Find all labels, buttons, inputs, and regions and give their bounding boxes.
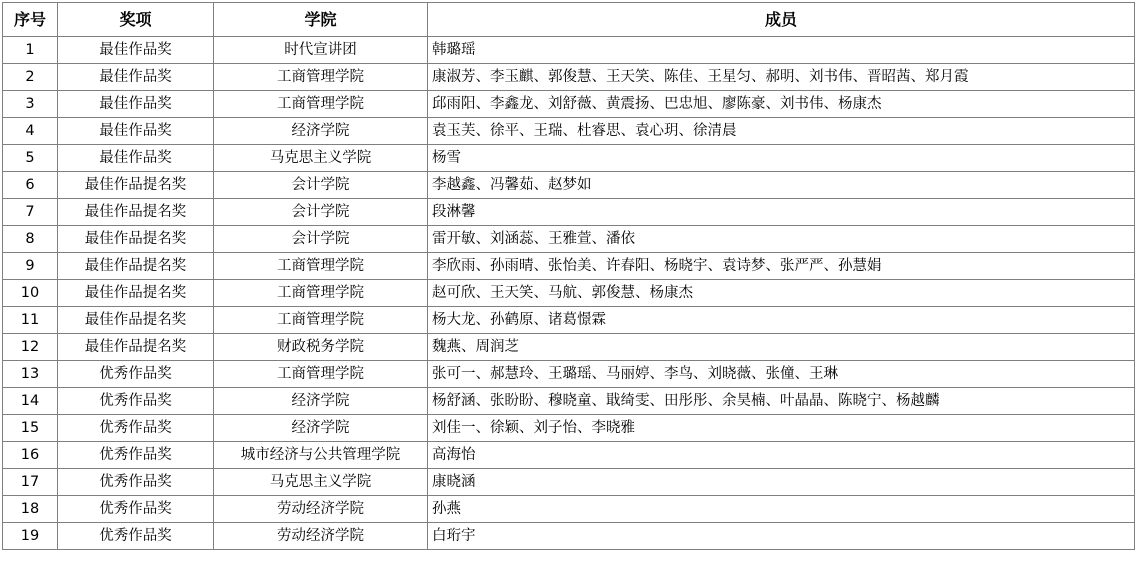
cell-award[interactable]: 最佳作品提名奖 bbox=[58, 199, 214, 226]
cell-school[interactable]: 劳动经济学院 bbox=[214, 523, 428, 550]
cell-no[interactable]: 10 bbox=[3, 280, 58, 307]
cell-no[interactable]: 1 bbox=[3, 37, 58, 64]
cell-members[interactable]: 魏燕、周润芝 bbox=[428, 334, 1135, 361]
header-school[interactable]: 学院 bbox=[214, 3, 428, 37]
cell-award[interactable]: 最佳作品提名奖 bbox=[58, 253, 214, 280]
cell-no[interactable]: 14 bbox=[3, 388, 58, 415]
cell-school[interactable]: 工商管理学院 bbox=[214, 253, 428, 280]
cell-school[interactable]: 会计学院 bbox=[214, 226, 428, 253]
table-row bbox=[3, 523, 1135, 550]
cell-members[interactable]: 邱雨阳、李鑫龙、刘舒薇、黄震扬、巴忠旭、廖陈豪、刘书伟、杨康杰 bbox=[428, 91, 1135, 118]
cell-no[interactable]: 13 bbox=[3, 361, 58, 388]
cell-members[interactable]: 白珩宇 bbox=[428, 523, 1135, 550]
header-members[interactable]: 成员 bbox=[428, 3, 1135, 37]
cell-school[interactable]: 马克思主义学院 bbox=[214, 469, 428, 496]
cell-award[interactable]: 优秀作品奖 bbox=[58, 523, 214, 550]
table-row bbox=[3, 280, 1135, 307]
cell-award[interactable]: 优秀作品奖 bbox=[58, 496, 214, 523]
table-body bbox=[3, 37, 1135, 550]
table-row bbox=[3, 64, 1135, 91]
cell-school[interactable]: 工商管理学院 bbox=[214, 64, 428, 91]
cell-award[interactable]: 优秀作品奖 bbox=[58, 388, 214, 415]
cell-no[interactable]: 19 bbox=[3, 523, 58, 550]
cell-no[interactable]: 2 bbox=[3, 64, 58, 91]
table-row bbox=[3, 307, 1135, 334]
header-no[interactable]: 序号 bbox=[3, 3, 58, 37]
cell-members[interactable]: 杨大龙、孙鹤原、诸葛憬霖 bbox=[428, 307, 1135, 334]
cell-award[interactable]: 最佳作品奖 bbox=[58, 37, 214, 64]
table-row bbox=[3, 145, 1135, 172]
cell-members[interactable]: 高海怡 bbox=[428, 442, 1135, 469]
cell-award[interactable]: 最佳作品奖 bbox=[58, 91, 214, 118]
table-row bbox=[3, 469, 1135, 496]
cell-no[interactable]: 4 bbox=[3, 118, 58, 145]
cell-school[interactable]: 马克思主义学院 bbox=[214, 145, 428, 172]
header-award[interactable]: 奖项 bbox=[58, 3, 214, 37]
cell-members[interactable]: 康淑芳、李玉麒、郭俊慧、王天笑、陈佳、王星匀、郝明、刘书伟、晋昭茜、郑月霞 bbox=[428, 64, 1135, 91]
cell-school[interactable]: 工商管理学院 bbox=[214, 280, 428, 307]
cell-no[interactable]: 6 bbox=[3, 172, 58, 199]
cell-school[interactable]: 城市经济与公共管理学院 bbox=[214, 442, 428, 469]
table-row bbox=[3, 37, 1135, 64]
cell-members[interactable]: 杨舒涵、张盼盼、穆晓童、戢绮雯、田彤彤、余昊楠、叶晶晶、陈晓宁、杨越麟 bbox=[428, 388, 1135, 415]
cell-members[interactable]: 袁玉芙、徐平、王瑞、杜睿思、袁心玥、徐清晨 bbox=[428, 118, 1135, 145]
cell-no[interactable]: 16 bbox=[3, 442, 58, 469]
cell-school[interactable]: 工商管理学院 bbox=[214, 91, 428, 118]
cell-no[interactable]: 7 bbox=[3, 199, 58, 226]
cell-award[interactable]: 最佳作品提名奖 bbox=[58, 307, 214, 334]
cell-members[interactable]: 孙燕 bbox=[428, 496, 1135, 523]
cell-no[interactable]: 17 bbox=[3, 469, 58, 496]
cell-no[interactable]: 9 bbox=[3, 253, 58, 280]
cell-members[interactable]: 康晓涵 bbox=[428, 469, 1135, 496]
cell-school[interactable]: 财政税务学院 bbox=[214, 334, 428, 361]
table-row bbox=[3, 415, 1135, 442]
table-row bbox=[3, 199, 1135, 226]
table-row bbox=[3, 226, 1135, 253]
cell-members[interactable]: 刘佳一、徐颖、刘子怡、李晓雅 bbox=[428, 415, 1135, 442]
table-row bbox=[3, 253, 1135, 280]
table-row bbox=[3, 91, 1135, 118]
header-row bbox=[3, 3, 1135, 37]
cell-no[interactable]: 15 bbox=[3, 415, 58, 442]
cell-no[interactable]: 12 bbox=[3, 334, 58, 361]
table-row bbox=[3, 118, 1135, 145]
cell-no[interactable]: 5 bbox=[3, 145, 58, 172]
cell-members[interactable]: 段淋馨 bbox=[428, 199, 1135, 226]
table-row bbox=[3, 361, 1135, 388]
cell-award[interactable]: 最佳作品奖 bbox=[58, 118, 214, 145]
cell-members[interactable]: 杨雪 bbox=[428, 145, 1135, 172]
cell-award[interactable]: 最佳作品奖 bbox=[58, 145, 214, 172]
table-row bbox=[3, 172, 1135, 199]
cell-school[interactable]: 会计学院 bbox=[214, 172, 428, 199]
cell-members[interactable]: 李越鑫、冯馨茹、赵梦如 bbox=[428, 172, 1135, 199]
cell-award[interactable]: 优秀作品奖 bbox=[58, 469, 214, 496]
cell-school[interactable]: 经济学院 bbox=[214, 118, 428, 145]
cell-school[interactable]: 经济学院 bbox=[214, 415, 428, 442]
cell-school[interactable]: 工商管理学院 bbox=[214, 361, 428, 388]
table-row bbox=[3, 334, 1135, 361]
cell-no[interactable]: 11 bbox=[3, 307, 58, 334]
cell-award[interactable]: 最佳作品提名奖 bbox=[58, 334, 214, 361]
cell-members[interactable]: 韩璐瑶 bbox=[428, 37, 1135, 64]
cell-school[interactable]: 工商管理学院 bbox=[214, 307, 428, 334]
cell-award[interactable]: 最佳作品提名奖 bbox=[58, 280, 214, 307]
table-row bbox=[3, 496, 1135, 523]
cell-members[interactable]: 赵可欣、王天笑、马航、郭俊慧、杨康杰 bbox=[428, 280, 1135, 307]
cell-members[interactable]: 李欣雨、孙雨晴、张怡美、许春阳、杨晓宇、袁诗梦、张严严、孙慧娟 bbox=[428, 253, 1135, 280]
cell-members[interactable]: 雷开敏、刘涵蕊、王雅萱、潘依 bbox=[428, 226, 1135, 253]
cell-no[interactable]: 8 bbox=[3, 226, 58, 253]
cell-no[interactable]: 18 bbox=[3, 496, 58, 523]
cell-school[interactable]: 时代宣讲团 bbox=[214, 37, 428, 64]
cell-school[interactable]: 经济学院 bbox=[214, 388, 428, 415]
cell-no[interactable]: 3 bbox=[3, 91, 58, 118]
cell-award[interactable]: 优秀作品奖 bbox=[58, 415, 214, 442]
awards-table bbox=[2, 2, 1135, 550]
cell-members[interactable]: 张可一、郝慧玲、王璐瑶、马丽婷、李鸟、刘晓薇、张僮、王琳 bbox=[428, 361, 1135, 388]
cell-school[interactable]: 劳动经济学院 bbox=[214, 496, 428, 523]
cell-award[interactable]: 优秀作品奖 bbox=[58, 361, 214, 388]
cell-award[interactable]: 最佳作品奖 bbox=[58, 64, 214, 91]
cell-award[interactable]: 最佳作品提名奖 bbox=[58, 172, 214, 199]
cell-award[interactable]: 最佳作品提名奖 bbox=[58, 226, 214, 253]
cell-school[interactable]: 会计学院 bbox=[214, 199, 428, 226]
table-row bbox=[3, 388, 1135, 415]
table-row bbox=[3, 442, 1135, 469]
cell-award[interactable]: 优秀作品奖 bbox=[58, 442, 214, 469]
